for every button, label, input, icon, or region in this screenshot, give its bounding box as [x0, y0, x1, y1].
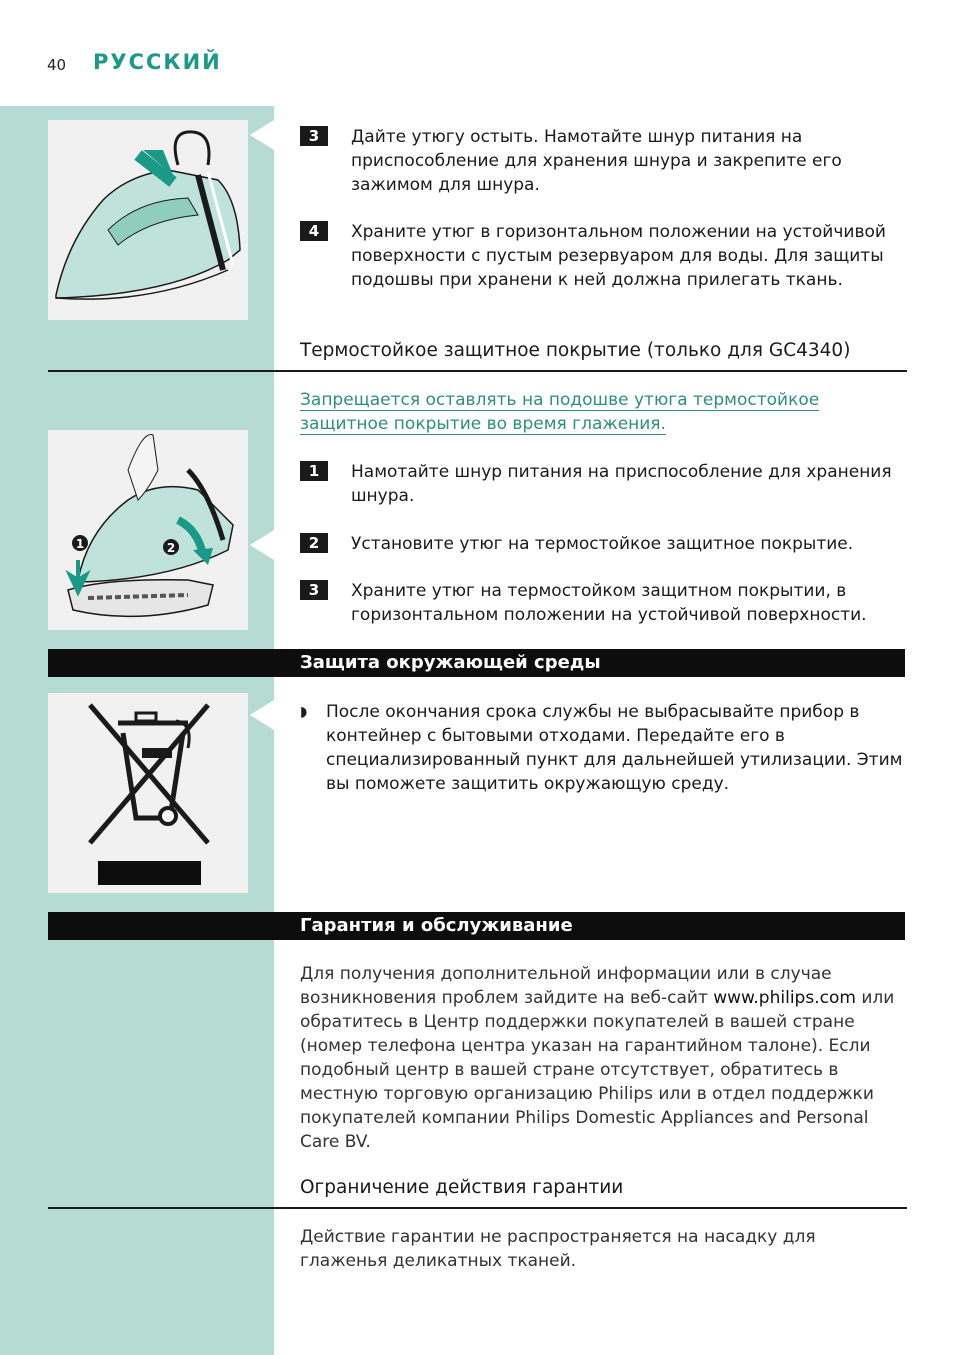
- heat-cover-heading: Термостойкое защитное покрытие (только для GC4340): [300, 340, 851, 361]
- step-text: Намотайте шнур питания на приспособление для хранения шнура.: [351, 462, 892, 506]
- environment-bullet: [300, 700, 910, 796]
- limitation-text: Действие гарантии не распространяется на насадку для глаженья деликатных тканей.: [300, 1227, 816, 1271]
- bullet-icon: ◗: [300, 704, 308, 720]
- step-text: Дайте утюгу остыть. Намотайте шнур питания на приспособление для хранения шнура и закрепите его зажимом для шнура.: [351, 127, 842, 195]
- guarantee-text: [300, 962, 905, 1154]
- divider: [48, 370, 907, 372]
- weee-bin-illustration: [48, 693, 248, 893]
- step-text: Храните утюг в горизонтальном положении на устойчивой поверхности с пустым резервуаром для воды. Для защиты подошвы при хранени к ней должна прилегать ткань.: [351, 222, 886, 290]
- step-number: 3: [300, 126, 328, 146]
- step-text: Установите утюг на термостойкое защитное покрытие.: [351, 534, 854, 554]
- iron-cord-icon: [48, 120, 248, 320]
- step-text: Храните утюг на термостойком защитном покрытии, в горизонтальном положении на устойчивой поверхности.: [351, 581, 867, 625]
- callout-label: 2: [166, 541, 176, 555]
- step-number: 2: [300, 533, 328, 553]
- step-number: 4: [300, 221, 328, 241]
- bullet-text: После окончания срока службы не выбрасывайте прибор в контейнер с бытовыми отходами. Передайте его в специализированный пункт для дальнейшей утилизации. Этим вы поможете защитить окружающую среду.: [326, 702, 903, 794]
- step-number: 1: [300, 461, 328, 481]
- environment-bar: [48, 649, 905, 677]
- guarantee-title: Гарантия и обслуживание: [300, 915, 573, 936]
- iron-on-cover-illustration: [48, 430, 248, 630]
- warning-text: [300, 388, 908, 436]
- guarantee-text-after: или обратитесь в Центр поддержки покупателей в вашей стране (номер телефона центра указан на гарантийном талоне). Если подобный центр в вашей стране отсутствует, обратитесь в местную торговую организацию Philips или в отдел поддержки покупателей компании Philips Domestic Appliances and Personal Care BV.: [300, 988, 895, 1152]
- page-number: 40: [47, 56, 67, 74]
- environment-title: Защита окружающей среды: [300, 652, 601, 673]
- image-pointer: [250, 700, 274, 730]
- iron-cord-storage-illustration: [48, 120, 248, 320]
- step-number: 3: [300, 580, 328, 600]
- iron-cover-icon: [48, 430, 248, 630]
- image-pointer: [250, 120, 274, 150]
- guarantee-bar: [48, 912, 905, 940]
- callout-label: 1: [75, 537, 85, 551]
- language-title: РУССКИЙ: [93, 50, 222, 74]
- limitation-heading: Ограничение действия гарантии: [300, 1177, 624, 1198]
- crossed-bin-icon: [48, 693, 248, 893]
- image-pointer: [250, 530, 274, 560]
- divider: [48, 1207, 907, 1209]
- guarantee-text-before: Для получения дополнительной информации или в случае возникновения проблем зайдите на веб-сайт: [300, 964, 832, 1008]
- warning-text-content: Запрещается оставлять на подошве утюга термостойкое защитное покрытие во время глажения.: [300, 390, 820, 434]
- philips-link[interactable]: www.philips.com: [713, 988, 856, 1008]
